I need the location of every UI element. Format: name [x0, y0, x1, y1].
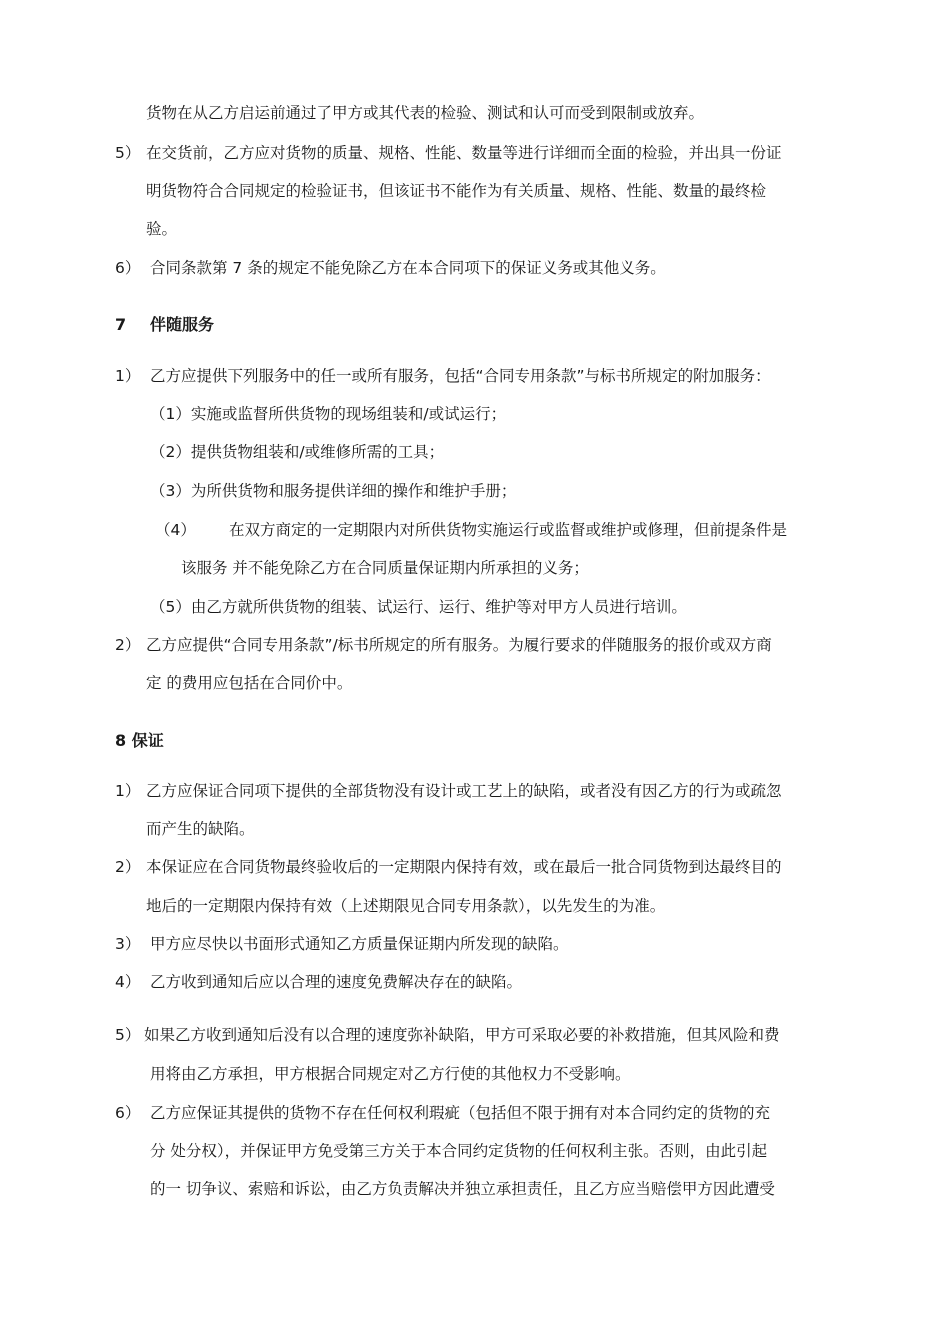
item-number: 3）	[115, 935, 141, 953]
sub-item: （2）提供货物组装和/或维修所需的工具；	[150, 443, 445, 461]
paragraph-line: 乙方应提供下列服务中的任一或所有服务，包括“合同专用条款”与标书所规定的附加服务：	[150, 367, 771, 385]
item-number: 5）	[115, 1026, 141, 1044]
sub-item: （1）实施或监督所供货物的现场组装和/或试运行；	[150, 405, 507, 423]
paragraph-line: 如果乙方收到通知后没有以合理的速度弥补缺陷，甲方可采取必要的补救措施，但其风险和费	[144, 1026, 780, 1044]
item-number: 4）	[115, 973, 141, 991]
paragraph-line: 而产生的缺陷。	[146, 820, 255, 838]
section-heading: 8 保证	[115, 731, 164, 750]
item-number: 2）	[115, 636, 141, 654]
paragraph-line: 乙方应保证其提供的货物不存在任何权利瑕疵（包括但不限于拥有对本合同约定的货物的充	[150, 1104, 771, 1122]
paragraph-line: 明货物符合合同规定的检验证书，但该证书不能作为有关质量、规格、性能、数量的最终检	[146, 182, 767, 200]
paragraph-line: 在交货前，乙方应对货物的质量、规格、性能、数量等进行详细而全面的检验，并出具一份证	[146, 144, 782, 162]
paragraph-line: 地后的一定期限内保持有效（上述期限见合同专用条款），以先发生的为准。	[146, 897, 666, 915]
paragraph-line: 定 的费用应包括在合同价中。	[146, 674, 353, 692]
paragraph-line: 验。	[146, 220, 178, 238]
sub-item: （5）由乙方就所供货物的组装、试运行、运行、维护等对甲方人员进行培训。	[150, 598, 687, 616]
item-number: 2）	[115, 858, 141, 876]
paragraph-line: 乙方应提供“合同专用条款”/标书所规定的所有服务。为履行要求的伴随服务的报价或双方商	[146, 636, 772, 654]
sub-item: 该服务 并不能免除乙方在合同质量保证期内所承担的义务；	[181, 559, 589, 577]
paragraph-line: 乙方收到通知后应以合理的速度免费解决存在的缺陷。	[150, 973, 523, 991]
paragraph-line: 的一 切争议、索赔和诉讼，由乙方负责解决并独立承担责任，且乙方应当赔偿甲方因此遭受	[150, 1180, 775, 1198]
paragraph-line: 乙方应保证合同项下提供的全部货物没有设计或工艺上的缺陷，或者没有因乙方的行为或疏忽	[146, 782, 782, 800]
item-number: 6）	[115, 259, 141, 277]
section-number: 7	[115, 315, 127, 334]
paragraph-line: 合同条款第 7 条的规定不能免除乙方在本合同项下的保证义务或其他义务。	[150, 259, 666, 277]
item-number: 6）	[115, 1104, 141, 1122]
sub-item: （3）为所供货物和服务提供详细的操作和维护手册；	[150, 482, 517, 500]
paragraph-line: 本保证应在合同货物最终验收后的一定期限内保持有效，或在最后一批合同货物到达最终目的	[146, 858, 782, 876]
item-number: 5）	[115, 144, 141, 162]
paragraph-line: 甲方应尽快以书面形式通知乙方质量保证期内所发现的缺陷。	[150, 935, 569, 953]
item-number: 1）	[115, 367, 141, 385]
paragraph-line: 货物在从乙方启运前通过了甲方或其代表的检验、测试和认可而受到限制或放弃。	[146, 104, 705, 122]
sub-item: 在双方商定的一定期限内对所供货物实施运行或监督或维护或修理，但前提条件是	[229, 521, 788, 539]
section-heading: 伴随服务	[150, 315, 215, 334]
sub-item-number: （4）	[155, 521, 196, 539]
item-number: 1）	[115, 782, 141, 800]
paragraph-line: 分 处分权），并保证甲方免受第三方关于本合同约定货物的任何权利主张。否则，由此引起	[150, 1142, 768, 1160]
paragraph-line: 用将由乙方承担，甲方根据合同规定对乙方行使的其他权力不受影响。	[150, 1065, 631, 1083]
